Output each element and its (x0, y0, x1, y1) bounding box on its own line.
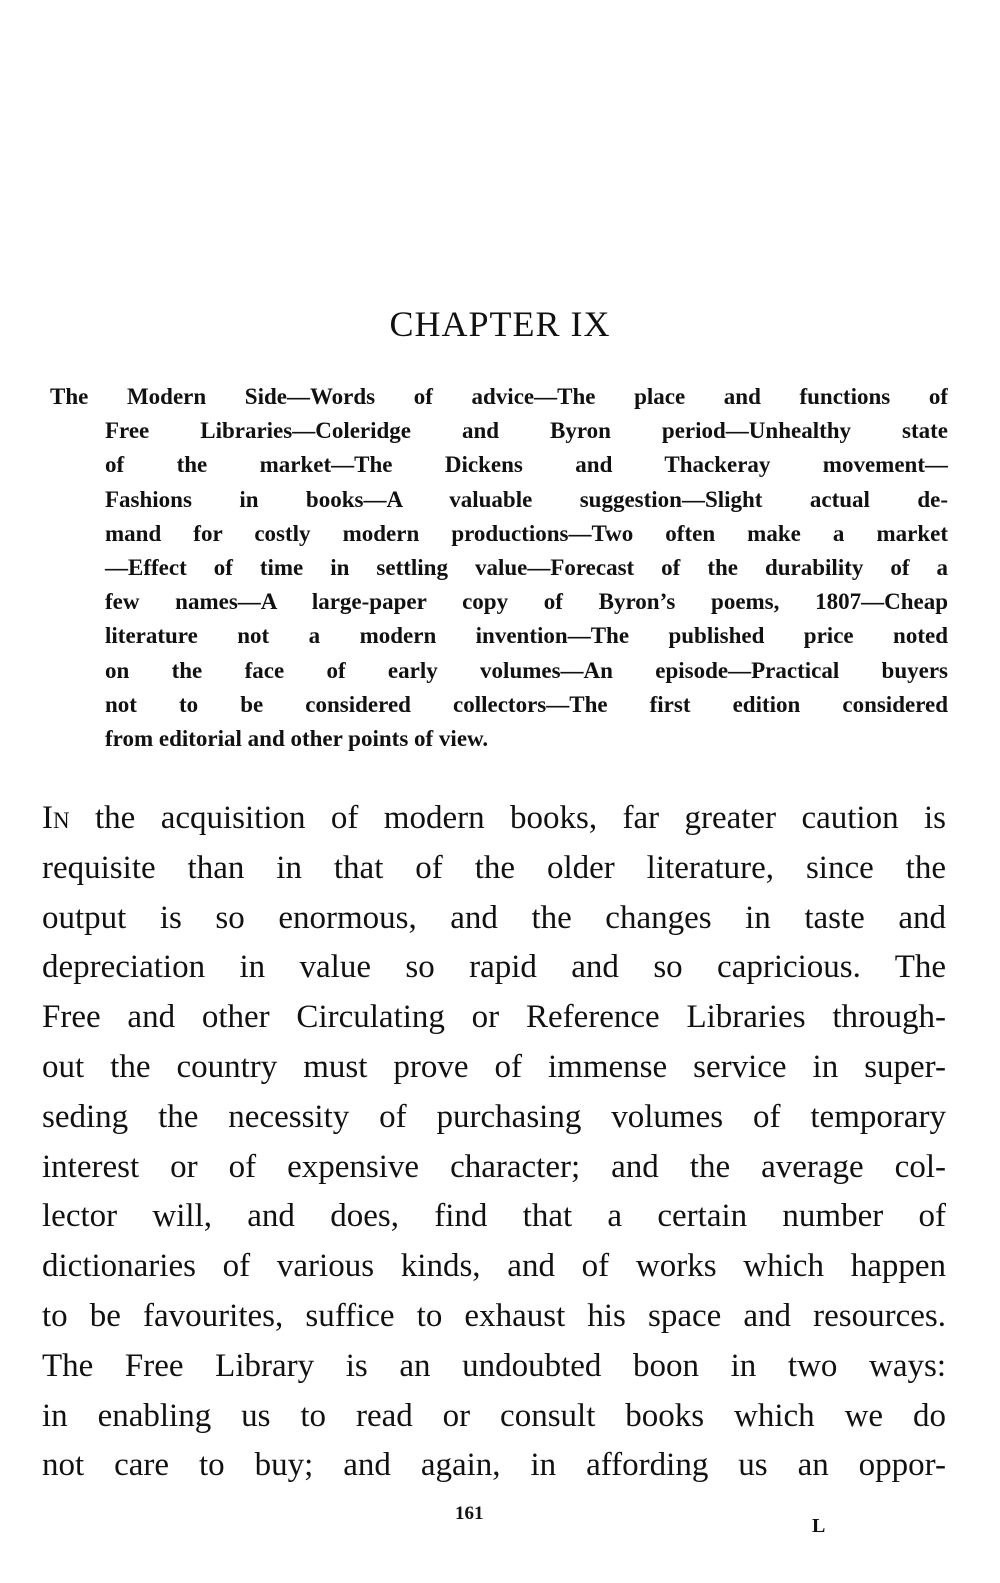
body-line: seding the necessity of purchasing volumes of temporary (42, 1098, 946, 1135)
opening-word: In (42, 800, 70, 836)
synopsis-line: on the face of early volumes—An episode—Practical buyers (105, 657, 948, 683)
synopsis-line: literature not a modern invention—The published price noted (105, 623, 948, 649)
body-line: The Free Library is an undoubted boon in two ways: (42, 1347, 946, 1384)
body-line: output is so enormous, and the changes in taste and (42, 899, 946, 936)
body-line: depreciation in value so rapid and so capricious. The (42, 949, 946, 986)
page-number: 161 (455, 1503, 484, 1524)
body-line: Free and other Circulating or Reference Libraries through- (42, 999, 946, 1036)
body-line: interest or of expensive character; and the average col- (42, 1148, 946, 1185)
synopsis-line: from editorial and other points of view. (105, 725, 489, 751)
body-line: to be favourites, suffice to exhaust his space and resources. (42, 1297, 946, 1334)
synopsis-line: not to be considered collectors—The first edition considered (105, 691, 948, 717)
body-line: lector will, and does, find that a certain number of (42, 1198, 946, 1235)
body-line: out the country must prove of immense service in super- (42, 1048, 946, 1085)
chapter-synopsis (50, 380, 948, 756)
synopsis-line: few names—A large-paper copy of Byron’s poems, 1807—Cheap (105, 589, 948, 615)
body-text (42, 794, 946, 1491)
synopsis-line: Free Libraries—Coleridge and Byron period—Unhealthy state (105, 418, 948, 444)
body-line: not care to buy; and again, in affording us an oppor- (42, 1447, 946, 1484)
chapter-title: CHAPTER IX (389, 304, 611, 344)
body-line: requisite than in that of the older literature, since the (42, 849, 946, 886)
synopsis-line: mand for costly modern productions—Two often make a market (105, 520, 948, 546)
body-line: in enabling us to read or consult books which we do (42, 1397, 946, 1434)
body-line: dictionaries of various kinds, and of works which happen (42, 1248, 946, 1285)
synopsis-line: of the market—The Dickens and Thackeray movement— (105, 452, 948, 478)
synopsis-line: Fashions in books—A valuable suggestion—Slight actual de- (105, 486, 948, 512)
body-line-first (42, 794, 946, 844)
opening-line-text: the acquisition of modern books, far greater caution is (69, 800, 946, 836)
signature-mark: L (812, 1515, 826, 1537)
synopsis-line: —Effect of time in settling value—Forecast of the durability of a (105, 554, 948, 580)
synopsis-line: The Modern Side—Words of advice—The place and functions of (50, 384, 948, 409)
